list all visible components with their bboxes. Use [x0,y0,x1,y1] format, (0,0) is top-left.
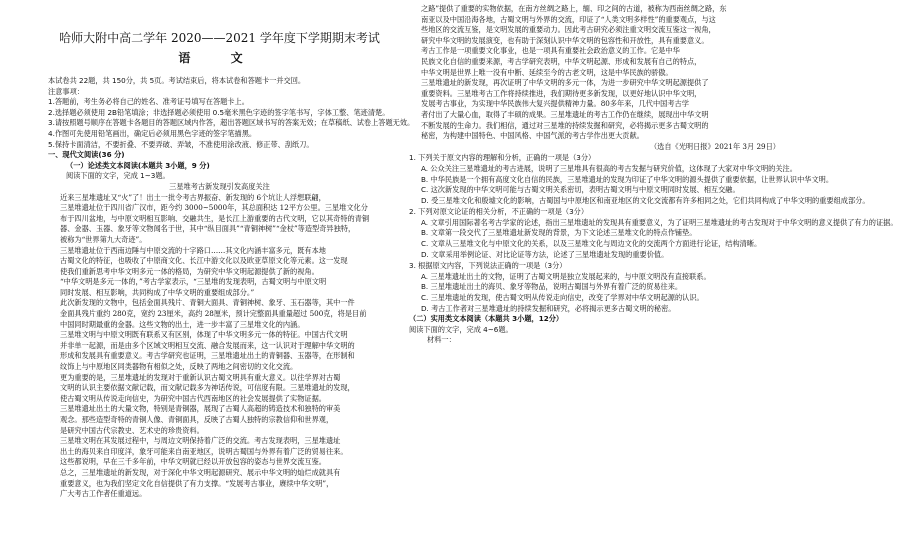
question-option: B. 三星堆遗址出土的海贝、象牙等物品，说明古蜀国与外界有着广泛的贸易往来。 [421,282,683,292]
intro-line: 4.作图可先使用铅笔画出，确定后必须用黑色字迹的签字笔描黑。 [48,128,257,138]
question-stem: 1. 下列关于原文内容的理解和分析，正确的一项是（3分） [409,153,596,163]
article-line: 三星堆遗址位于四川省广汉市，距今约 3000~5000年，其总面积达 12平方公里。三星堆文化分 [60,203,368,213]
article-right [409,4,780,142]
article-line: 不断发展的生命力。我们相信，通过对三星堆的持续发掘和研究，必将揭示更多古蜀文明的 [421,120,709,130]
article-line: 三星堆文明在其发展过程中，与周边文明保持着广泛的交流。考古发现表明，三星堆遗址 [60,436,341,446]
article-line: 并非单一起源，而是由多个区域文明相互交流、融合发展而来，这一认识对于理解中华文明的 [60,340,355,350]
subject-title: 语 文 [178,51,261,65]
question-option: A. 文章引用国际著名考古学家的论述，指出三星堆遗址的发现具有重要意义，为了证明三星堆遗址的考古发现对于中华文明的意义提供了有力的证据。 [421,217,898,227]
section1-instruction: 阅读下面的文字，完成 1~3题。 [66,171,170,181]
article-line: 考古工作是一项重要文化事业，也是一项具有重要社会政治意义的工作。它是中华 [421,46,680,56]
question-option: B. 中华民族是一个拥有高度文化自信的民族，三星堆遗址的发现为印证了中华文明的源头提供了重要依据，让世界认识中华文明。 [421,174,834,184]
intro-line: 5.保持卡面清洁，不要折叠、不要弄破、弄皱，不准使用涂改液、修正带、刮纸刀。 [48,139,314,149]
article-line: 器、金器、玉器、象牙等文物闻名于世，其中“纵目面具”“青铜神树”“金杖”等造型奇异独特， [60,224,356,234]
article-line: 形成和发展具有重要意义。考古学研究也证明，三星堆遗址出土的青铜器、玉器等，在形制和 [60,351,355,361]
question-option: C. 文章从三星堆文化与中原文化的关系，以及三星堆文化与周边文化的交流两个方面进行论证，结构清晰。 [421,239,762,249]
article-line: 古蜀文化的特征，也吸收了中原商文化、长江中游文化以及欧亚草原文化等元素。这一发现 [60,256,348,266]
article-line: 总之，三星堆遗址的新发现，对于深化中华文明起源研究、展示中华文明的灿烂成就具有 [60,467,341,477]
article-line: 三星堆遗址位于西南边陲与中原交流的十字路口……其文化内涵丰富多元，既有本地 [60,245,326,255]
article-line: 布于四川盆地，与中原文明相互影响、交融共生，是长江上游重要的古代文明，它以其奇特的青铜 [60,213,370,223]
section2-heading: （二）实用类文本阅读（本题共 3小题，12分） [409,314,564,324]
exam-title: 哈师大附中高二学年 2020——2021 学年度下学期期末考试 [59,31,380,45]
article-line: 出土的海贝来自印度洋，象牙可能来自南亚地区，说明古蜀国与外界有着广泛的贸易往来。 [60,446,348,456]
question-option: C. 这次新发现的中华文明可能与古蜀文明关系密切，表明古蜀文明与中原文明同时发展、相互交融。 [421,185,740,195]
left-column [0,0,415,560]
article-line: 重要意义，也为我们坚定文化自信提供了有力支撑。“发展考古事业，赓续中华文明”， [60,478,334,488]
intro-line: 注意事项： [48,86,84,96]
article-line: 金面具残片重约 280克，宽约 23厘米，高约 28厘米，预计完整面具重量超过 500克，将是目前 [60,309,367,319]
article-line: 纹饰上与中原地区同类器物有相似之处，反映了两地之间密切的文化交流。 [60,362,298,372]
article-line: 南亚以及中国沿海各地，古蜀文明与外界的交流，印证了“人类文明多样性”的重要观点，与这 [421,14,716,24]
questions-block [409,153,898,314]
article-line: 发展考古事业，为实现中华民族伟大复兴提供精神力量。80多年来，几代中国考古学 [421,99,689,109]
section1-subheading: （一）论述类文本阅读(本题共 3小题，9 分) [66,160,210,170]
section2-instruction: 阅读下面的文字，完成 4~6题。 [409,324,513,334]
article-line: 三星堆文明与中原文明既有联系又有区别，体现了中华文明多元一体的特征。中国古代文明 [60,330,348,340]
section1-heading: 一、现代文阅读(36 分) [48,150,125,160]
question-option: B. 文章第一段交代了三星堆遗址新发现的背景，为下文论述三星堆文化的特点作铺垫。 [421,228,697,238]
question-option: D. 文章采用举例论证、对比论证等方法，论述了三星堆遗址发现的重要价值。 [421,249,669,259]
article-line: 观念。那些造型奇特的青铜人像、青铜面具，反映了古蜀人独特的宗教信仰和世界观， [60,415,334,424]
article-line: 此次新发现的文物中，包括金面具残片、青铜大面具、青铜神树、象牙、玉石器等，其中一件 [60,298,355,308]
article-line: 同时发展、相互影响，共同构成了中华文明的重要组成部分。” [60,287,255,297]
question-stem: 2. 下列对原文论证的相关分析，不正确的一项是（3分） [409,207,589,217]
article-title: 三星堆考古新发现引发高度关注 [169,181,270,191]
intro-line: 2.选择题必须使用 2B铅笔填涂；非选择题必须使用 0.5毫米黑色字迹的签字笔书写，字体工整、笔迹清楚。 [48,107,390,117]
article-line: 中华文明是世界上唯一没有中断、延续至今的古老文明，这是中华民族的骄傲。 [421,67,673,77]
article-line: 这些都说明，早在三千多年前，中华文明就已经以开放包容的姿态与世界交流互鉴。 [60,457,326,467]
article-left [48,193,391,500]
intro-line: 3.请按照题号顺序在答题卡各题目的答题区域内作答，超出答题区域书写的答案无效；在草稿纸、试卷上答题无效。 [48,118,415,128]
section2-material: 材料一： [427,335,456,345]
article-line: 是研究中国古代宗教史、艺术史的珍贵资料。 [60,425,204,435]
article-line: 三星堆遗址出土的大量文物，特别是青铜器，展现了古蜀人高超的铸造技术和独特的审美 [60,404,341,414]
article-line: 重要资料。三星堆考古工作将持续推进，我们期待更多新发现，以更好地认识中华文明， [421,88,702,98]
article-line: 研究中华文明的发展演变，也有助于深刻认识中华文明的包容性和开放性，具有重要意义。 [421,35,709,45]
intro-line: 1.答题前，考生务必将自己的姓名、准考证号填写在答题卡上。 [48,97,249,107]
intro-line: 本试卷共 22题，共 150分，共 5页。考试结束后，将本试卷和答题卡一并交回。 [48,76,306,85]
article-line: 些地区的交流互鉴，是文明发展的重要动力。因此考古研究必须注重文明交流互鉴这一视角， [421,25,716,35]
question-option: D. 受三星堆文化和殷墟文化的影响，古蜀国与中原地区和南亚地区的文化交流都有许多相同之处，它们共同构成了中华文明的重要组成部分。 [421,195,870,205]
article-line: 之路”提供了重要的实物依据，在南方丝绸之路上，缅、印之间的古道，被称为西南丝绸之路，东 [421,4,727,13]
article-line: 文明的认识主要依据文献记载，而文献记载多为神话传说，可信度有限。三星堆遗址的发现， [60,383,355,393]
article-line: 中国同时期最重的金器。这些文物的出土，进一步丰富了三星堆文化的内涵。 [60,319,305,329]
question-option: D. 考古工作者对三星堆遗址的持续发掘和研究，必将揭示更多古蜀文明的秘密。 [421,303,676,313]
question-option: C. 三星堆遗址的发现，使古蜀文明从传说走向信史，改变了学界对中华文明起源的认识。 [421,293,704,303]
source-citation: （选自《光明日报》2021年 3月 29日） [649,141,780,151]
article-line: 民族文化自信的重要来源，考古学研究表明，中华文明起源、形成和发展有自己的特点， [421,56,702,66]
article-line: 近来三星堆遗址又“火”了！出土一批令考古界振奋、新发现的 6个坑让人浮想联翩， [60,192,326,202]
article-line: 使我们重新思考中华文明多元一体的格局，为研究中华文明起源提供了新的视角。 [60,266,319,276]
article-line: 更为重要的是，三星堆遗址的发现对于重新认识古蜀文明具有重大意义。以往学界对古蜀 [60,372,341,382]
article-line: 使古蜀文明从传说走向信史，为研究中国古代西南地区的社会发展提供了实物证据。 [60,393,326,403]
right-column [397,0,898,560]
question-option: A. 三星堆遗址出土的文物，证明了古蜀文明是独立发展起来的，与中原文明没有直接联系。 [421,271,711,281]
article-line: 被称为“世界第九大奇迹”。 [60,234,147,244]
question-stem: 3. 根据原文内容，下列说法正确的一项是（3分） [409,261,567,271]
intro-block [48,76,415,150]
article-line: 者付出了大量心血，取得了丰硕的成果。三星堆遗址的考古工作仍在继续，展现出中华文明 [421,109,709,119]
article-line: 三星堆遗址的新发现，再次证明了中华文明的多元一体，为进一步研究中华文明起源提供了 [421,78,709,88]
question-option: A. 公众关注三星堆遗址的考古进展，说明了三星堆具有很高的考古发掘与研究价值，这体现了大家对中华文明的关注。 [421,163,797,173]
article-line: 广大考古工作者任重道远。 [60,489,147,499]
article-line: “中华文明是多元一体的，”考古学家表示，“三星堆的发现表明，古蜀文明与中原文明 [60,277,327,287]
article-line: 秘密，为构建中国特色、中国风格、中国气派的考古学作出更大贡献。 [421,131,644,141]
